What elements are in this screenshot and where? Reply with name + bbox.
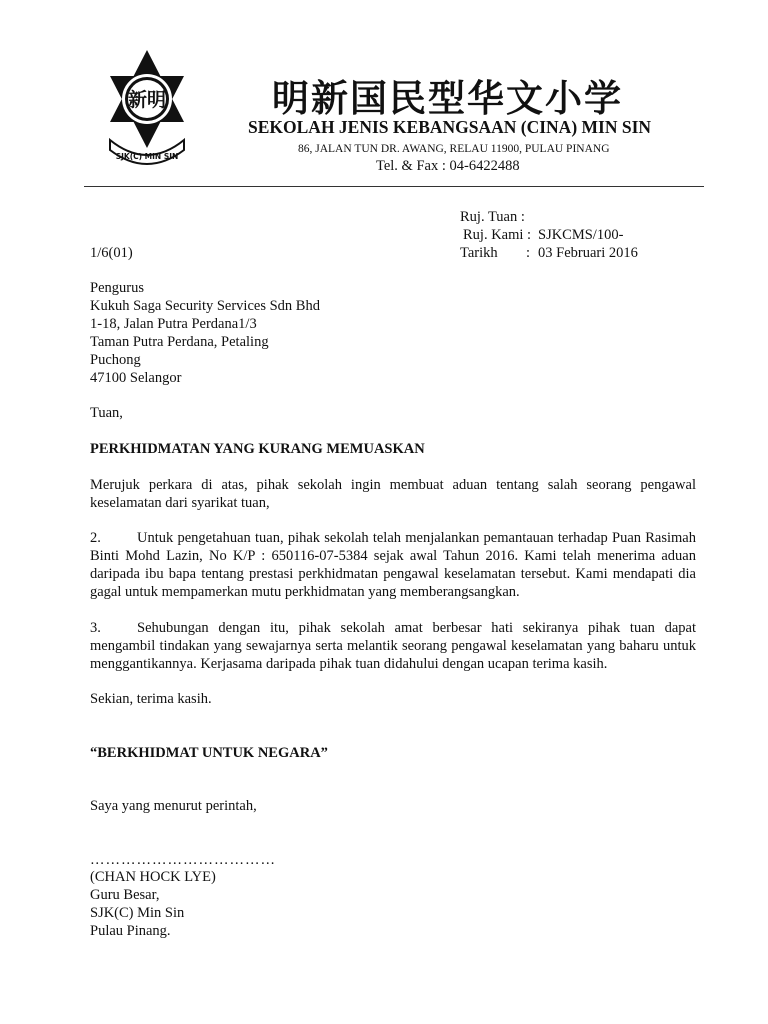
logo-chars: 新明 — [127, 89, 167, 111]
paragraph-3-number: 3. — [90, 620, 101, 636]
star-crest-logo-icon — [104, 48, 190, 168]
paragraph-1: Merujuk perkara di atas, pihak sekolah ingin membuat aduan tentang salah seorang pengawal keselamatan dari syarikat tuan, — [90, 477, 696, 511]
letter-subject: PERKHIDMATAN YANG KURANG MEMUASKAN — [90, 441, 425, 457]
tarikh-separator: : — [526, 245, 531, 261]
logo-ribbon-text: SJK(C) MIN SIN — [115, 152, 179, 161]
ruj-kami-label: Ruj. Kami : — [463, 227, 532, 243]
paragraph-3: Sehubungan dengan itu, pihak sekolah amat berbesar hati sekiranya pihak tuan dapat mengambil tindakan yang sewajarnya serta melantik seorang pengawal keselamatan yang baharu untuk menggantikannya. Kerjasama daripada pihak tuan didahului dengan ucapan terima kasih. — [90, 620, 696, 672]
ruj-kami-value: SJKCMS/100- — [538, 227, 624, 243]
signatory-name: (CHAN HOCK LYE) — [90, 869, 216, 885]
ruj-tuan-label: Ruj. Tuan : — [460, 209, 525, 225]
tel-fax: Tel. & Fax : 04-6422488 — [376, 158, 520, 174]
file-number: 1/6(01) — [90, 245, 133, 261]
signature-line: ……………………………… — [90, 852, 276, 868]
recipient-line: Puchong — [90, 352, 141, 368]
recipient-line: 47100 Selangor — [90, 370, 182, 386]
school-address: 86, JALAN TUN DR. AWANG, RELAU 11900, PULAU PINANG — [298, 143, 610, 155]
recipient-line: 1-18, Jalan Putra Perdana1/3 — [90, 316, 257, 332]
recipient-line: Pengurus — [90, 280, 144, 296]
paragraph-2: Untuk pengetahuan tuan, pihak sekolah telah menjalankan pemantauan terhadap Puan Rasimah Binti Mohd Lazin, No K/P : 650116-07-5384 sejak awal Tahun 2016. Kami telah menerima aduan daripada ibu bapa tentang prestasi perkhidmatan pengawal keselamatan tersebut. Kami mendapati dia gagal untuk mempamerkan mutu perkhidmatan yang memberangsangkan. — [90, 530, 696, 600]
recipient-line: Kukuh Saga Security Services Sdn Bhd — [90, 298, 320, 314]
salutation: Tuan, — [90, 405, 123, 421]
chinese-school-name: 明新国民型华文小学 — [272, 77, 623, 120]
paragraph-2-number: 2. — [90, 530, 101, 546]
signatory-title: Guru Besar, — [90, 887, 160, 903]
letterhead-divider — [84, 186, 704, 187]
recipient-line: Taman Putra Perdana, Petaling — [90, 334, 269, 350]
signoff: Saya yang menurut perintah, — [90, 798, 257, 814]
signatory-state: Pulau Pinang. — [90, 923, 171, 939]
tarikh-value: 03 Februari 2016 — [538, 245, 638, 261]
tarikh-label: Tarikh — [460, 245, 498, 261]
signatory-school: SJK(C) Min Sin — [90, 905, 185, 921]
motto: “BERKHIDMAT UNTUK NEGARA” — [90, 745, 328, 761]
closing: Sekian, terima kasih. — [90, 691, 212, 707]
school-name: SEKOLAH JENIS KEBANGSAAN (CINA) MIN SIN — [248, 117, 652, 137]
school-logo — [104, 48, 190, 168]
